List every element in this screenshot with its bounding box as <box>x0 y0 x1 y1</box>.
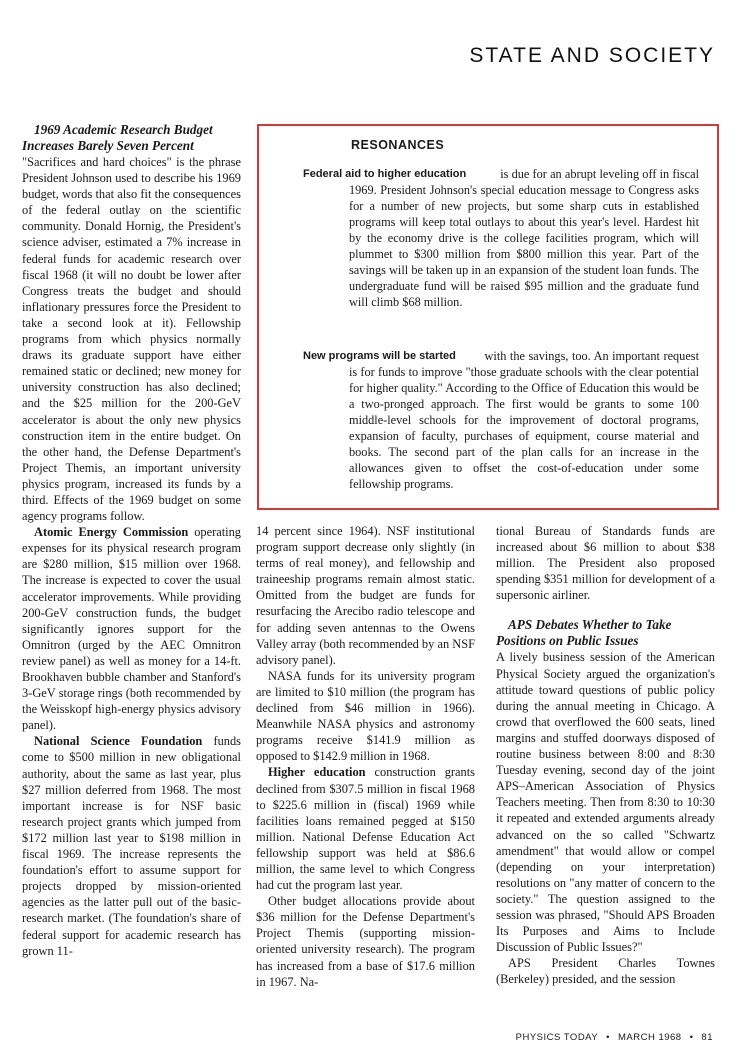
resonances-box <box>257 124 719 510</box>
article-paragraph: A lively business session of the American Physical Society argued the organization's attitude toward questions of public policy during the annual meeting in Chicago. A crowd that overflowed the 600 seats, lined margins and stuffed doorways disposed of routine business between 8:00 and 8:30 Tuesday evening, second day of the joint APS–American Association of Physics Teachers meeting. Then from 8:30 to 10:30 it repeated and extended arguments already advanced on the so called "Schwartz amendment" that would allow or compel (depending on your interpretation) resolutions on "any matter of concern to the society." The question assigned to the session was phrased, "Should APS Broaden Its Purposes and Aims to Include Discussion of Public Issues?" <box>496 650 715 955</box>
paragraph-body: operating expenses for its physical research program are $280 million, $15 million over 1968. The increase is expected to cover the usual accelerator improvements. While providing 200-GeV construction funds, the budget significantly ignores support for the Omnitron (urged by the AEC Omnitron review panel) as well as money for a 14-ft. Brookhaven bubble chamber and Stanford's 3-GeV storage rings (both recommended by the Weisskopf high-energy physics advisory panel). <box>22 525 241 733</box>
issue-date: MARCH 1968 <box>617 1032 682 1043</box>
article-paragraph: 14 percent since 1964). NSF institutional program support decrease only slightly (in terms of real money), and fellowship and traineeship programs remain almost static. Omitted from the budget are funds for resurfacing the Arecibo radio telescope and for adding seven antennas to the Owens Valley array (both recommended by an NSF advisory panel). <box>256 524 475 667</box>
box-item-lead: Federal aid to higher education <box>303 168 467 180</box>
box-item-lead: New programs will be started <box>303 350 456 362</box>
separator-dot: • <box>606 1032 610 1043</box>
journal-name: PHYSICS TODAY <box>515 1032 599 1043</box>
article-paragraph <box>22 733 241 958</box>
paragraph-body: construction grants declined from $307.5 million in fiscal 1968 to $225.6 million in (fiscal) 1969 while facilities loans remained pegged at $150 million. National Defense Education Act fellowship support was held at $86.6 million, the same level to which Congress had cut the program last year. <box>256 765 476 893</box>
box-item <box>303 166 699 310</box>
article-paragraph: NASA funds for its university program are limited to $10 million (the program has declined from $46 million in 1966). Meanwhile NASA physics and astronomy programs receive $141.9 million as opposed to $142.9 million in 1968. <box>256 668 475 764</box>
article-paragraph: "Sacrifices and hard choices" is the phrase President Johnson used to describe his 1969 budget, words that also fit the consequences of the federal outlay on the scientific community. Donald Hornig, the President's science adviser, estimated a 7% increase in federal funds for academic research over fiscal 1968 (it will no doubt be lower after Congress treats the budget and should inflationary pressures force the President to take a second look at it). Fellowship programs from which physics normally draws its graduate support have either remained static or declined; new money for university construction has also declined; and the $25 million for the 200-GeV accelerator is about the only new physics construction item in the entire budget. On the other hand, the Defense Department's Project Themis, an important university physics program, increased its funds by a third. Effects of the 1969 budget on some agency programs follow. <box>22 155 241 524</box>
page-number: 81 <box>701 1032 713 1043</box>
separator-dot: • <box>689 1032 694 1043</box>
article-paragraph <box>22 524 241 733</box>
box-item-text: is due for an abrupt leveling off in fiscal 1969. President Johnson's special education message to Congress asks for a number of new projects, but some sharp cuts in established programs will keep total outlays to about this year's level. Hardest hit by the economy drive is the college facilities program, which will plummet to $300 million from $800 million this year. Part of the savings will be taken up in an expansion of the student loan funds. The undergraduate fund will be raised $95 million and the graduate fund will climb $68 million. <box>349 167 699 309</box>
paragraph-lead: Higher education <box>268 765 366 780</box>
box-title: RESONANCES <box>351 138 445 152</box>
box-item-text: with the savings, too. An important request is for funds to improve "those graduate schools with the clear potential for higher quality." According to the Office of Education this would be a two-pronged approach. The first would be grants to some 100 middle-level schools for the improvement of doctoral programs, expansion of faculty, purchases of equipment, course material and books. The second part of the plan calls for an increase in the allowances given to offset the cost-of-education under some fellowship programs. <box>349 349 699 491</box>
article-paragraph: tional Bureau of Standards funds are increased about $6 million to about $38 million. The President also proposed spending $351 million for development of a supersonic airliner. <box>496 524 715 603</box>
section-title: STATE AND SOCIETY <box>469 44 715 67</box>
column-3 <box>496 523 715 987</box>
article-headline: APS Debates Whether to Take Positions on Public Issues <box>496 617 672 649</box>
paragraph-lead: National Science Foundation <box>34 734 203 749</box>
article-headline: 1969 Academic Research Budget Increases Barely Seven Percent <box>22 122 213 153</box>
article-paragraph <box>256 764 475 893</box>
paragraph-body: funds come to $500 million in new obligational authority, about the same as last year, plus $27 million deferred from 1968. The most important increase is for NSF basic research project grants which jumped from $172 million last year to $198 million in fiscal 1969. The increase represents the foundation's effort to assume support for projects dropped by mission-oriented agencies as the latter pull out of the basic-research market. (The foundation's share of federal support for academic research has grown 11- <box>22 734 241 958</box>
paragraph-lead: Atomic Energy Commission <box>34 525 189 540</box>
article-paragraph: APS President Charles Townes (Berkeley) presided, and the session <box>496 956 715 987</box>
article-paragraph: Other budget allocations provide about $36 million for the Defense Department's Project Themis (supporting mission-oriented university research). The program has increased from a base of $17.6 million in 1967. Na- <box>256 894 475 989</box>
page-footer <box>516 1032 713 1043</box>
column-2 <box>256 523 475 990</box>
column-1 <box>22 122 241 959</box>
box-item <box>303 348 699 492</box>
